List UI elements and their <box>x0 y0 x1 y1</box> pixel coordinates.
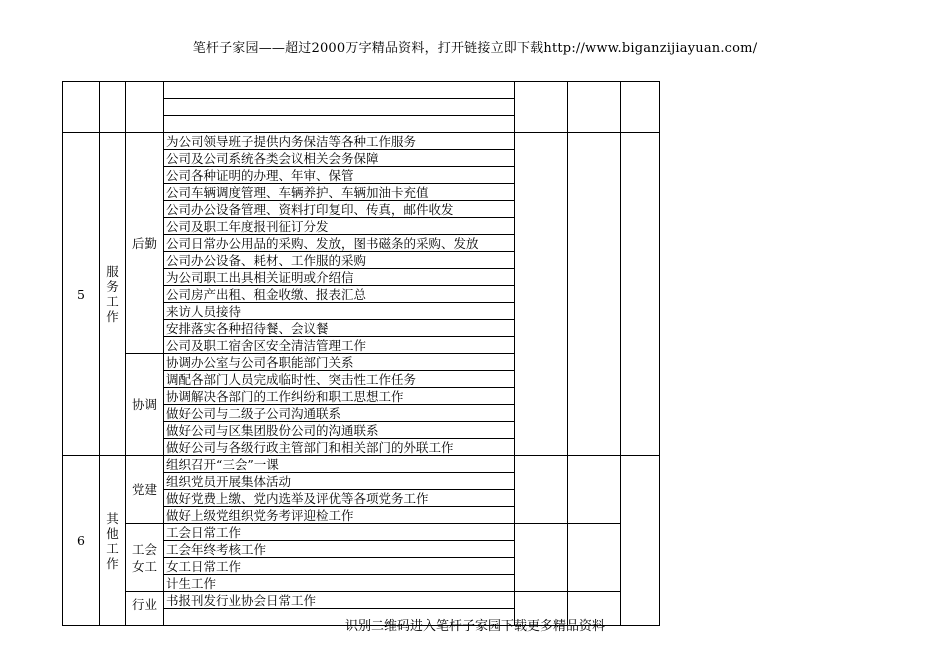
section-category <box>100 133 126 456</box>
category-cell <box>100 82 126 133</box>
item-cell: 组织党员开展集体活动 <box>164 473 515 490</box>
item-cell: 公司日常办公用品的采购、发放，图书磁条的采购、发放 <box>164 235 515 252</box>
section-category <box>100 456 126 626</box>
duty-table <box>62 81 660 626</box>
table-row <box>63 133 660 150</box>
extra-cell <box>568 524 621 592</box>
group-name-text: 行业 <box>131 597 157 612</box>
table-row <box>63 524 660 541</box>
page-header: 笔杆子家园——超过2000万字精品资料，打开链接立即下载http://www.biganzijiayuan.com/ <box>192 41 758 56</box>
item-cell <box>164 82 515 99</box>
item-cell: 工会年终考核工作 <box>164 541 515 558</box>
number-cell <box>63 82 100 133</box>
extra-cell <box>515 524 568 592</box>
group-name: 协调 <box>126 354 164 456</box>
duty-table-body <box>63 82 660 626</box>
item-cell: 工会日常工作 <box>164 524 515 541</box>
item-cell: 公司办公设备管理、资料打印复印、传真，邮件收发 <box>164 201 515 218</box>
item-cell: 计生工作 <box>164 575 515 592</box>
item-cell: 公司各种证明的办理、年审、保管 <box>164 167 515 184</box>
section-category-text: 服务工作 <box>106 264 119 324</box>
item-cell <box>164 99 515 116</box>
section-number: 5 <box>63 133 100 456</box>
item-cell: 做好上级党组织党务考评迎检工作 <box>164 507 515 524</box>
item-cell: 做好党费上缴、党内选举及评优等各项党务工作 <box>164 490 515 507</box>
extra-cell <box>568 456 621 524</box>
item-cell: 组织召开“三会”一课 <box>164 456 515 473</box>
extra-cell <box>568 82 621 133</box>
item-cell: 公司车辆调度管理、车辆养护、车辆加油卡充值 <box>164 184 515 201</box>
extra-cell <box>621 82 660 133</box>
item-cell: 调配各部门人员完成临时性、突击性工作任务 <box>164 371 515 388</box>
item-cell: 公司及公司系统各类会议相关会务保障 <box>164 150 515 167</box>
section-category-text: 其他工作 <box>106 510 119 571</box>
item-cell: 为公司领导班子提供内务保洁等各种工作服务 <box>164 133 515 150</box>
item-cell: 做好公司与二级子公司沟通联系 <box>164 405 515 422</box>
duty-table-viewport <box>62 81 659 612</box>
item-cell: 为公司职工出具相关证明或介绍信 <box>164 269 515 286</box>
table-row <box>63 82 660 99</box>
table-row <box>63 456 660 473</box>
table-row <box>63 592 660 609</box>
item-cell: 做好公司与各级行政主管部门和相关部门的外联工作 <box>164 439 515 456</box>
extra-cell <box>515 82 568 133</box>
item-cell <box>164 116 515 133</box>
group-cell <box>126 82 164 133</box>
item-cell: 协调办公室与公司各职能部门关系 <box>164 354 515 371</box>
item-cell: 公司及职工年度报刊征订分发 <box>164 218 515 235</box>
group-name-text: 工会女工 <box>131 541 157 574</box>
item-cell: 公司房产出租、租金收缴、报表汇总 <box>164 286 515 303</box>
extra-cell <box>621 133 660 456</box>
extra-cell <box>568 133 621 456</box>
item-cell: 安排落实各种招待餐、会议餐 <box>164 320 515 337</box>
item-cell: 女工日常工作 <box>164 558 515 575</box>
item-cell: 做好公司与区集团股份公司的沟通联系 <box>164 422 515 439</box>
group-name: 党建 <box>126 456 164 524</box>
group-name: 后勤 <box>126 133 164 354</box>
extra-cell <box>621 456 660 626</box>
item-cell: 协调解决各部门的工作纠纷和职工思想工作 <box>164 388 515 405</box>
item-cell: 公司办公设备、耗材、工作服的采购 <box>164 252 515 269</box>
item-cell: 公司及职工宿舍区安全清洁管理工作 <box>164 337 515 354</box>
page-footer: 识别二维码进入笔杆子家园下载更多精品资料 <box>344 619 605 634</box>
item-cell: 书报刊发行业协会日常工作 <box>164 592 515 609</box>
item-cell: 来访人员接待 <box>164 303 515 320</box>
extra-cell <box>515 133 568 456</box>
section-number: 6 <box>63 456 100 626</box>
extra-cell <box>515 456 568 524</box>
group-name <box>126 524 164 592</box>
